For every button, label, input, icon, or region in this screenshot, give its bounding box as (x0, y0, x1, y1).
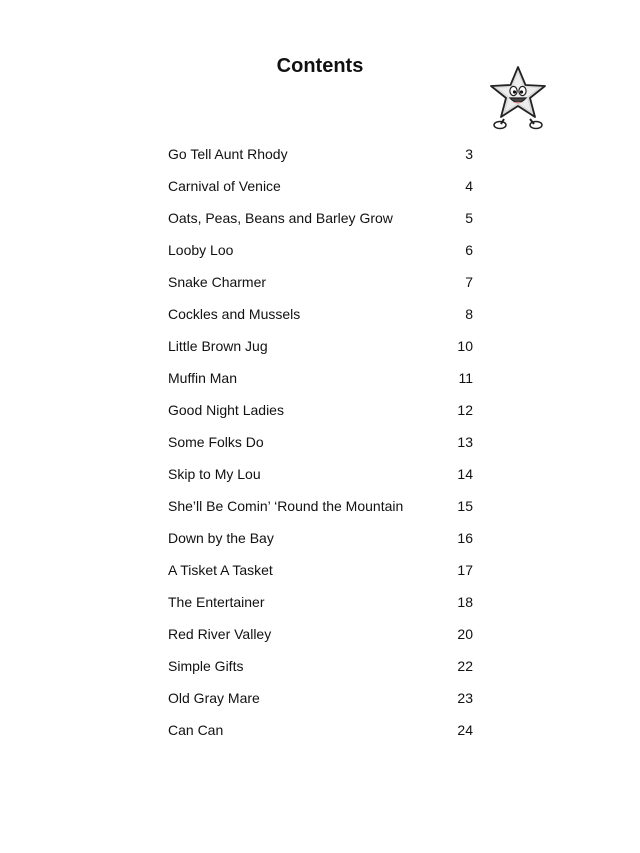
toc-entry-title: Can Can (168, 722, 224, 738)
toc-entry (168, 362, 473, 394)
toc-entry-title: She’ll Be Comin’ ‘Round the Mountain (168, 498, 404, 514)
toc-entry-title: Carnival of Venice (168, 178, 281, 194)
toc-entry (168, 618, 473, 650)
toc-entry-title: Snake Charmer (168, 274, 267, 290)
toc-entry-page: 10 (457, 338, 473, 354)
toc-entry-page: 22 (457, 658, 473, 674)
toc-entry (168, 554, 473, 586)
toc-entry-page: 8 (465, 306, 473, 322)
toc-entry-title: Good Night Ladies (168, 402, 284, 418)
toc-entry (168, 394, 473, 426)
toc-entry-page: 24 (457, 722, 473, 738)
toc-entry (168, 170, 473, 202)
toc-entry-title: A Tisket A Tasket (168, 562, 273, 578)
toc-entry-title: Some Folks Do (168, 434, 264, 450)
toc-entry-page: 17 (457, 562, 473, 578)
toc-entry-title: Muffin Man (168, 370, 237, 386)
toc-entry-title: Little Brown Jug (168, 338, 268, 354)
toc-entry-title: Old Gray Mare (168, 690, 260, 706)
toc-entry (168, 586, 473, 618)
toc-entry (168, 330, 473, 362)
toc-entry-page: 13 (457, 434, 473, 450)
toc-entry-page: 11 (458, 370, 473, 386)
toc-entry-title: Skip to My Lou (168, 466, 261, 482)
toc-entry-title: Down by the Bay (168, 530, 274, 546)
toc-entry-title: Red River Valley (168, 626, 272, 642)
toc-entry-page: 23 (457, 690, 473, 706)
toc-entry-title: The Entertainer (168, 594, 265, 610)
toc-entry (168, 458, 473, 490)
toc-entry (168, 682, 473, 714)
toc-entry-page: 14 (457, 466, 473, 482)
table-of-contents (168, 138, 473, 746)
toc-entry (168, 426, 473, 458)
toc-entry (168, 266, 473, 298)
toc-entry-page: 3 (465, 146, 473, 162)
toc-entry (168, 202, 473, 234)
toc-entry-page: 5 (465, 210, 473, 226)
toc-entry (168, 298, 473, 330)
toc-entry-title: Cockles and Mussels (168, 306, 301, 322)
toc-entry (168, 138, 473, 170)
toc-entry-page: 18 (457, 594, 473, 610)
toc-entry-title: Go Tell Aunt Rhody (168, 146, 288, 162)
toc-entry-page: 20 (457, 626, 473, 642)
toc-entry (168, 490, 473, 522)
toc-entry (168, 234, 473, 266)
toc-entry-page: 7 (465, 274, 473, 290)
toc-entry-title: Simple Gifts (168, 658, 244, 674)
toc-entry-page: 16 (457, 530, 473, 546)
star-character-icon (486, 64, 550, 132)
toc-entry (168, 522, 473, 554)
toc-entry-page: 6 (465, 242, 473, 258)
toc-entry (168, 714, 473, 746)
toc-entry-title: Oats, Peas, Beans and Barley Grow (168, 210, 393, 226)
toc-entry-page: 12 (457, 402, 473, 418)
page-title: Contents (276, 55, 364, 77)
toc-entry-page: 15 (457, 498, 473, 514)
toc-entry-title: Looby Loo (168, 242, 234, 258)
toc-entry (168, 650, 473, 682)
toc-entry-page: 4 (465, 178, 473, 194)
